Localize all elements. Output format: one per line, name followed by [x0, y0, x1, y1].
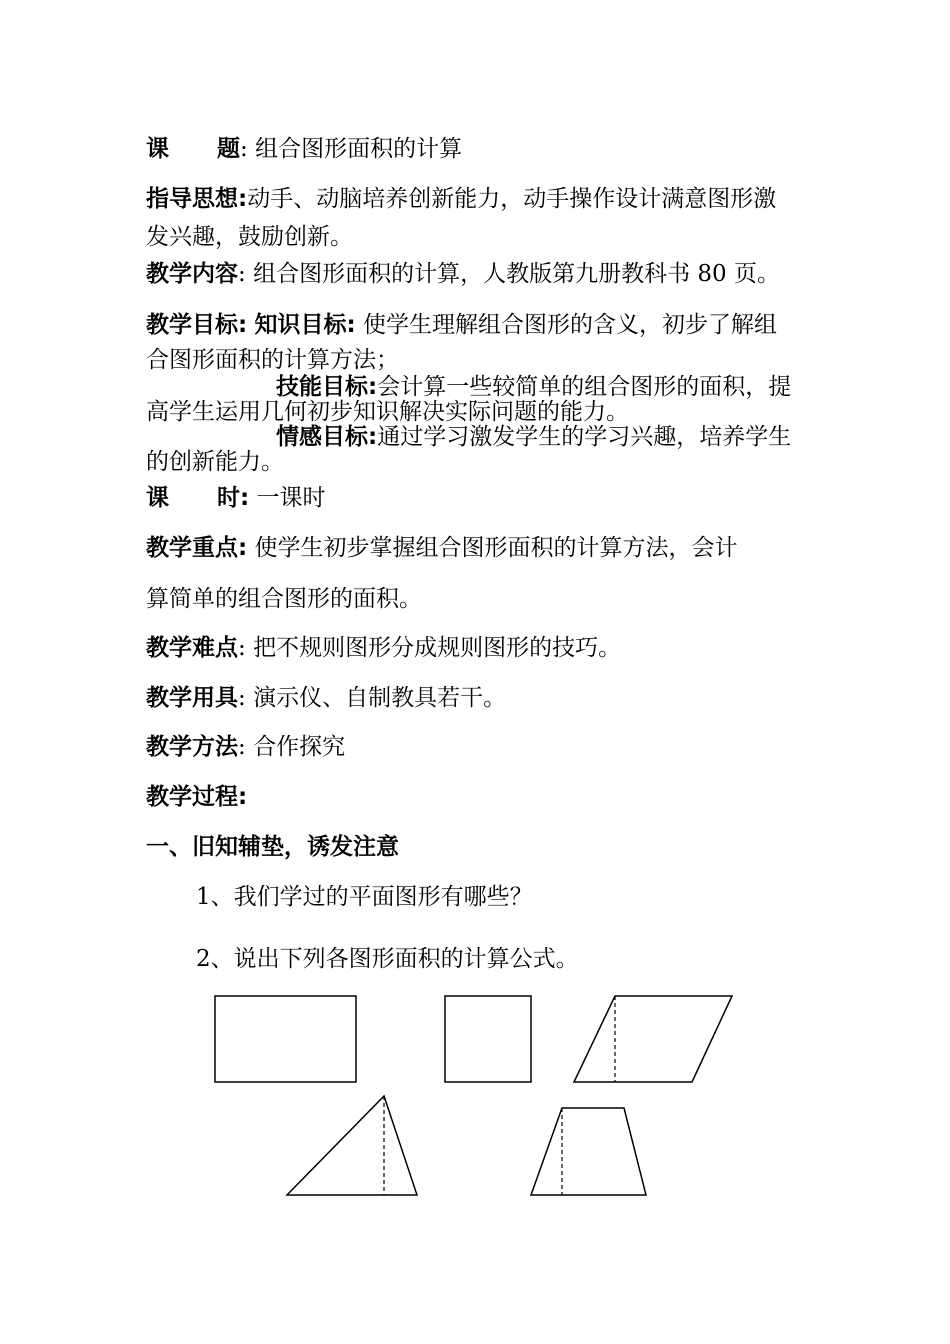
guiding-line1: 指导思想:动手、动脑培养创新能力，动手操作设计满意图形激 — [146, 186, 777, 212]
skill-label: 技能目标 — [276, 374, 368, 400]
emotion-text-2: 的创新能力。 — [146, 449, 284, 475]
topic-line: 课 题: 组合图形面积的计算 — [146, 136, 463, 162]
knowledge-text-1: 使学生理解组合图形的含义，初步了解组 — [363, 312, 778, 338]
period-label-b: 时 — [217, 485, 240, 511]
content-label: 教学内容 — [146, 261, 238, 287]
trapezoid-shape — [531, 1108, 646, 1195]
method-line: 教学方法: 合作探究 — [146, 734, 346, 760]
method-value: 合作探究 — [253, 734, 346, 760]
knowledge-label: 知识目标 — [254, 312, 347, 338]
goals-label: 教学目标 — [146, 312, 238, 338]
keypoint-text-2: 算简单的组合图形的面积。 — [146, 586, 422, 612]
keypoint-label: 教学重点 — [146, 535, 238, 561]
method-label: 教学方法 — [146, 734, 238, 760]
content-line: 教学内容: 组合图形面积的计算，人教版第九册教科书 80 页。 — [146, 261, 780, 287]
keypoint-text-1: 使学生初步掌握组合图形面积的计算方法，会计 — [254, 535, 738, 561]
emotion-label: 情感目标 — [276, 424, 368, 450]
rectangle-shape — [215, 996, 356, 1082]
section1-title: 一、旧知辅垫，诱发注意 — [146, 834, 399, 860]
skill-text-2: 高学生运用几何初步知识解决实际问题的能力。 — [146, 399, 629, 425]
question-1: 1、我们学过的平面图形有哪些？ — [196, 884, 533, 910]
topic-value: 组合图形面积的计算 — [255, 136, 463, 162]
process-line: 教学过程: — [146, 784, 248, 810]
guiding-text-1: 动手、动脑培养创新能力，动手操作设计满意图形激 — [247, 186, 777, 212]
topic-label-b: 题 — [217, 136, 240, 162]
emotion-line1: 情感目标:通过学习激发学生的学习兴趣，培养学生 — [276, 424, 792, 450]
period-line: 课 时: 一课时 — [146, 485, 326, 511]
tools-line: 教学用具: 演示仪、自制教具若干。 — [146, 685, 507, 711]
goals-line1: 教学目标: 知识目标: 使学生理解组合图形的含义，初步了解组 — [146, 312, 778, 338]
guiding-label: 指导思想 — [146, 186, 238, 212]
knowledge-text-2: 合图形面积的计算方法； — [146, 347, 399, 373]
question-2: 2、说出下列各图形面积的计算公式。 — [196, 946, 579, 972]
emotion-text-1: 通过学习激发学生的学习兴趣，培养学生 — [377, 424, 792, 450]
period-label-a: 课 — [146, 485, 169, 511]
difficulty-label: 教学难点 — [146, 635, 238, 661]
process-label: 教学过程 — [146, 784, 238, 810]
tools-label: 教学用具 — [146, 685, 238, 711]
triangle-shape — [287, 1096, 417, 1195]
period-value: 一课时 — [256, 485, 326, 511]
difficulty-line: 教学难点: 把不规则图形分成规则图形的技巧。 — [146, 635, 622, 661]
skill-text-1: 会计算一些较简单的组合图形的面积，提 — [377, 374, 792, 400]
square-shape — [445, 996, 531, 1082]
topic-label-a: 课 — [146, 136, 169, 162]
skill-line1: 技能目标:会计算一些较简单的组合图形的面积，提 — [276, 374, 792, 400]
tools-value: 演示仪、自制教具若干。 — [253, 685, 507, 711]
content-value: 组合图形面积的计算，人教版第九册教科书 80 页。 — [253, 261, 780, 287]
parallelogram-shape — [574, 996, 732, 1082]
guiding-text-2: 发兴趣，鼓励创新。 — [146, 224, 353, 250]
keypoint-line1: 教学重点: 使学生初步掌握组合图形面积的计算方法，会计 — [146, 535, 738, 561]
difficulty-value: 把不规则图形分成规则图形的技巧。 — [253, 635, 622, 661]
